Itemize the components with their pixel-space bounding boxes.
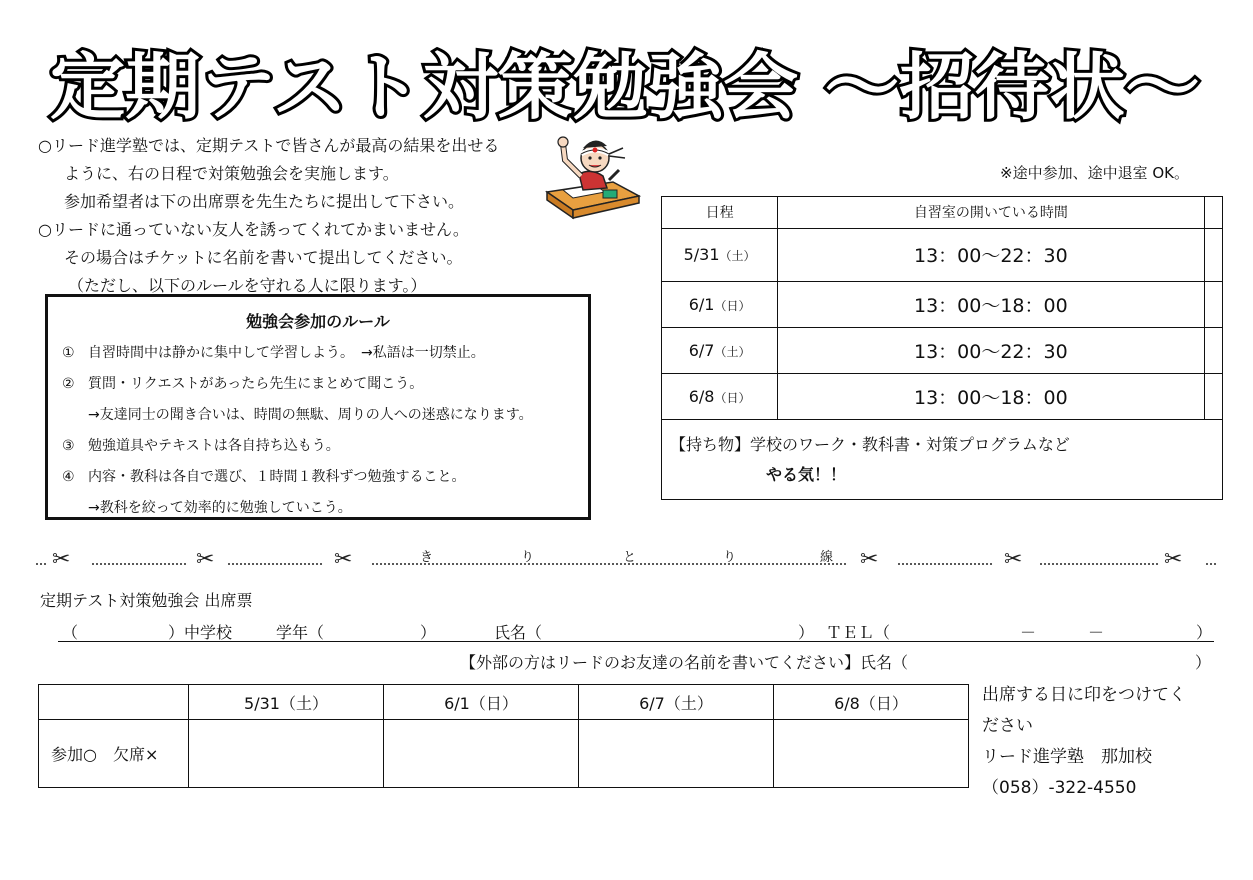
attendance-table (38, 684, 969, 788)
schedule-pad-cell (1204, 281, 1222, 327)
rule-number: ④ (62, 469, 75, 485)
mark-instruction: 出席する日に印をつけてく (982, 685, 1186, 705)
schedule-pad-cell (1204, 327, 1222, 373)
day-of-week: （土） (719, 249, 756, 263)
attendance-mark-cell[interactable] (384, 720, 579, 788)
attendance-corner-cell (39, 685, 189, 720)
page-title-text: 定期テスト対策勉強会 ～招待状～ (50, 45, 1200, 129)
belongings-section (662, 420, 1222, 500)
phone-number: （058）-322-4550 (982, 778, 1137, 798)
schedule-date (662, 373, 778, 419)
rule-text: 質問・リクエストがあったら先生にまとめて聞こう。 (88, 376, 424, 392)
rule-item (62, 493, 574, 524)
attendance-mark-cell[interactable] (579, 720, 774, 788)
schedule-time: 13：00～22：30 (778, 228, 1204, 281)
schedule-header-date: 日程 (662, 197, 778, 228)
schedule-row (662, 281, 1222, 327)
school-name: リード進学塾 那加校 (982, 747, 1152, 767)
scissors-icon: ✂ (1164, 547, 1183, 572)
date-value: 6/7 (688, 340, 715, 360)
schedule-pad-cell (1204, 197, 1222, 228)
attendance-day-header: 6/1（日） (384, 685, 579, 720)
rule-number: ③ (62, 438, 75, 454)
date-value: 5/31 (683, 245, 720, 264)
intro-line: ○リード進学塾では、定期テストで皆さんが最高の結果を出せる (38, 136, 500, 155)
rule-item (62, 338, 574, 369)
schedule-time: 13：00～18：00 (778, 373, 1204, 419)
day-of-week: （土） (714, 344, 751, 359)
attendance-mark-cell[interactable] (774, 720, 969, 788)
day-of-week: （日） (714, 390, 751, 405)
rule-text: →教科を絞って効率的に勉強していこう。 (88, 500, 352, 516)
schedule-header-time: 自習室の開いている時間 (778, 197, 1204, 228)
attendance-mark-cell[interactable] (189, 720, 384, 788)
attendance-header-row (39, 685, 969, 720)
rule-text: 勉強道具やテキストは各自持ち込もう。 (88, 438, 340, 454)
rule-text: 内容・教科は各自で選び、１時間１教科ずつ勉強すること。 (88, 469, 466, 485)
date-value: 6/8 (688, 386, 715, 406)
intro-line: ○リードに通っていない友人を誘ってくれてかまいません。 (38, 220, 469, 239)
schedule-pad-cell (1204, 228, 1222, 281)
rules-title: 勉強会参加のルール (246, 312, 390, 331)
schedule-header-row (662, 197, 1222, 228)
attendance-day-header: 5/31（土） (189, 685, 384, 720)
scissors-icon: ✂ (860, 547, 879, 572)
date-value: 6/1 (688, 294, 715, 314)
rule-text: 自習時間中は静かに集中して学習しよう。 →私語は一切禁止。 (88, 345, 485, 361)
page-title (45, 40, 1205, 130)
schedule-table (661, 196, 1223, 500)
attendance-mark-row (39, 720, 969, 788)
name-label: 氏名（ (494, 623, 543, 642)
scissors-icon: ✂ (1004, 547, 1023, 572)
scissors-icons (52, 547, 1182, 572)
outside-friend-name-label: 【外部の方はリードのお友達の名前を書いてください】氏名（ (460, 653, 909, 672)
rule-item (62, 369, 574, 400)
mark-instruction: ださい (982, 716, 1033, 736)
intro-text (38, 132, 598, 300)
contact-info (982, 680, 1222, 804)
rules-box (45, 294, 591, 520)
school-open-paren: （ (62, 623, 79, 642)
tel-close-paren: ） (1196, 623, 1213, 642)
schedule-row (662, 228, 1222, 281)
school-label: ）中学校 (168, 623, 233, 642)
schedule-date (662, 327, 778, 373)
cut-line-char: り (723, 550, 737, 565)
schedule-time: 13：00～22：30 (778, 327, 1204, 373)
cut-line-char: き (420, 550, 434, 565)
schedule-date (662, 228, 778, 281)
belongings-text: 【持ち物】学校のワーク・教科書・対策プログラムなど (670, 434, 1070, 454)
intro-line: （ただし、以下のルールを守れる人に限ります。） (68, 276, 427, 295)
tel-dash: － (1088, 623, 1105, 642)
grade-close-paren: ） (420, 623, 437, 642)
day-of-week: （日） (714, 298, 751, 313)
motivation-text: やる気！！ (766, 464, 847, 484)
rule-number: ① (62, 345, 75, 361)
tel-dash: － (1020, 623, 1037, 642)
grade-label: 学年（ (276, 623, 325, 642)
cut-line-char: と (623, 550, 637, 565)
attendance-info-row (58, 620, 1214, 642)
scissors-icon: ✂ (334, 547, 353, 572)
rule-item (62, 400, 574, 431)
intro-line: ように、右の日程で対策勉強会を実施します。 (64, 164, 399, 183)
attendance-day-header: 6/8（日） (774, 685, 969, 720)
schedule-row (662, 327, 1222, 373)
tel-label: ＴＥＬ（ (826, 623, 891, 642)
schedule-date (662, 281, 778, 327)
rule-item (62, 462, 574, 493)
attendance-row-label: 参加○ 欠席× (39, 720, 189, 788)
schedule-pad-cell (1204, 373, 1222, 419)
rule-text: →友達同士の聞き合いは、時間の無駄、周りの人への迷惑になります。 (88, 407, 533, 423)
studying-mascot-illustration (543, 130, 643, 230)
outside-friend-close-paren: ） (1195, 653, 1212, 672)
cut-line-char: り (521, 550, 535, 565)
rule-item (62, 431, 574, 462)
join-leave-ok-note: ※途中参加、途中退室 OK。 (1000, 164, 1189, 182)
intro-line: 参加希望者は下の出席票を先生たちに提出して下さい。 (64, 192, 465, 211)
scissors-icon: ✂ (196, 547, 215, 572)
attendance-form-title: 定期テスト対策勉強会 出席票 (40, 591, 253, 610)
scissors-icon: ✂ (52, 547, 71, 572)
rule-number: ② (62, 376, 75, 392)
name-close-paren: ） (798, 623, 815, 642)
intro-line: その場合はチケットに名前を書いて提出してください。 (64, 248, 463, 267)
schedule-time: 13：00～18：00 (778, 281, 1204, 327)
cut-line-char: 線 (820, 550, 834, 565)
attendance-day-header: 6/7（土） (579, 685, 774, 720)
schedule-row (662, 373, 1222, 419)
